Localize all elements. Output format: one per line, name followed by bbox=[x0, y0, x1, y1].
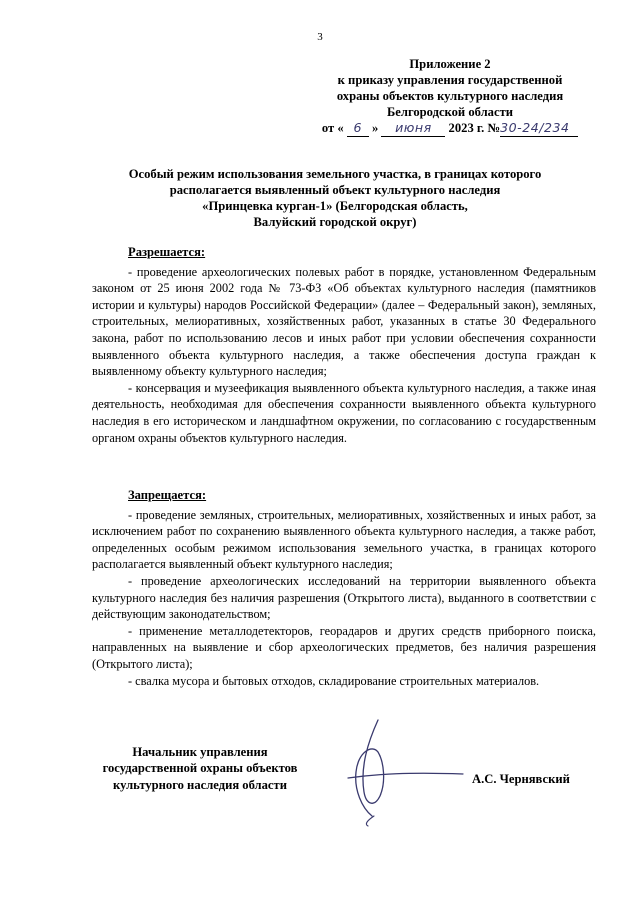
allowed-item: - консервация и музеефикация выявленного объекта культурного наследия, а также иная деятельность, необходимая для обеспечения сохранности выявленного объекта культурного наследия в его историческом и ландшафтном окружении, по согласованию с государственным органом охраны объектов культурного наследия. bbox=[92, 380, 596, 445]
position-line-3: культурного наследия области bbox=[113, 777, 287, 792]
handwritten-month: июня bbox=[381, 120, 445, 137]
allowed-section bbox=[92, 244, 596, 446]
allowed-heading: Разрешается: bbox=[128, 245, 206, 259]
date-mid: » bbox=[371, 121, 379, 135]
date-prefix: от « bbox=[321, 121, 344, 135]
prohibited-item: - свалка мусора и бытовых отходов, складирование строительных материалов. bbox=[128, 673, 540, 688]
order-date-line bbox=[300, 120, 600, 137]
prohibited-section bbox=[92, 487, 596, 689]
prohibited-item: - применение металлодетекторов, георадаров и других средств приборного поиска, направленных на выявление и сбор археологических предметов, без наличия разрешения (Открытого листа); bbox=[92, 623, 596, 671]
prohibited-item: - проведение археологических исследований на территории выявленного объекта культурного наследия без наличия разрешения (Открытого листа), выданного в соответствии с действующим законодательством; bbox=[92, 573, 596, 622]
appendix-line-2: охраны объектов культурного наследия bbox=[336, 89, 564, 103]
prohibited-heading: Запрещается: bbox=[128, 488, 207, 502]
title-line-2: располагается выявленный объект культурного наследия bbox=[169, 183, 501, 197]
date-year: 2023 г. № bbox=[448, 121, 501, 135]
title-line-1: Особый режим использования земельного участка, в границах которого bbox=[128, 167, 542, 181]
position-line-1: Начальник управления bbox=[132, 745, 268, 759]
document-title bbox=[100, 166, 570, 230]
title-line-4: Валуйский городской округ) bbox=[253, 215, 417, 229]
appendix-header bbox=[300, 56, 600, 137]
appendix-line-1: к приказу управления государственной bbox=[337, 73, 563, 87]
signatory-position bbox=[95, 744, 305, 793]
signer-name: А.С. Чернявский bbox=[472, 772, 570, 786]
position-line-2: государственной охраны объектов bbox=[102, 761, 298, 776]
prohibited-item: - проведение земляных, строительных, мелиоративных, хозяйственных и иных работ, за исключением работ по сохранению выявленного объекта культурного наследия, а также работ, определенных особым режимом использования земельного участка, в границах которого располагается выявленный объект культурного наследия; bbox=[92, 507, 596, 572]
handwritten-order-number: 30-24/234 bbox=[500, 120, 578, 137]
appendix-line-3: Белгородской области bbox=[386, 105, 514, 119]
title-line-3: «Принцевка курган-1» (Белгородская область, bbox=[202, 199, 468, 213]
appendix-title: Приложение 2 bbox=[409, 57, 491, 71]
allowed-item: - проведение археологических полевых работ в порядке, установленном Федеральным законом от 25 июня 2002 года № 73-ФЗ «Об объектах культурного наследия (памятников истории и культуры) народов Российской Федерации» (далее – Федеральный закон), земляных, строительных, мелиоративных, хозяйственных работ, указанных в статье 30 Федерального закона, работ по использованию лесов и иных работ при условии обеспечения сохранности выявленного объекта культурного наследия, а также обеспечения доступа граждан к выявленному объекту культурного наследия; bbox=[92, 264, 596, 379]
handwritten-signature bbox=[338, 712, 468, 832]
page-number: 3 bbox=[317, 31, 323, 43]
handwritten-day: 6 bbox=[347, 120, 369, 137]
